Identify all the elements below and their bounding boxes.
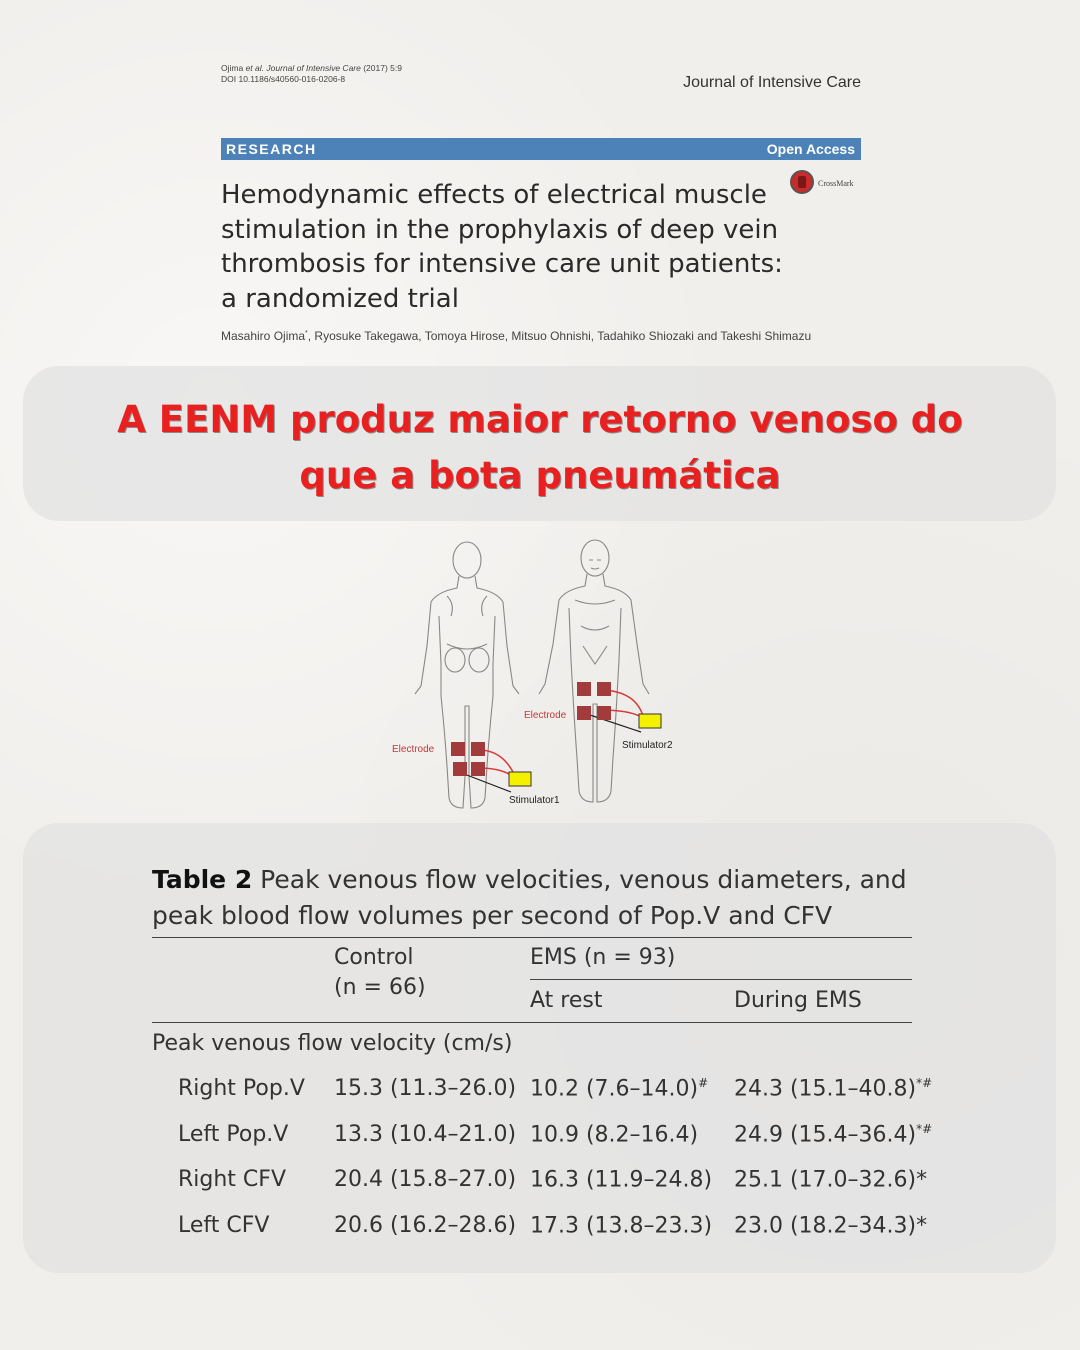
author-mark: * bbox=[305, 330, 308, 337]
cell-control: 13.3 (10.4–21.0) bbox=[334, 1122, 517, 1147]
authors-rest: , Ryosuke Takegawa, Tomoya Hirose, Mitsuo Ohnishi, Tadahiko Shiozaki and Takeshi Shimazu bbox=[307, 329, 812, 343]
title-line: thrombosis for intensive care unit patients: bbox=[221, 249, 783, 279]
table-caption bbox=[152, 862, 922, 934]
header-at-rest: At rest bbox=[530, 988, 603, 1013]
headline-line: que a bota pneumática bbox=[299, 454, 781, 497]
header-ems: EMS (n = 93) bbox=[530, 945, 676, 970]
cell-mark: *# bbox=[916, 1122, 933, 1136]
title-line: stimulation in the prophylaxis of deep vein bbox=[221, 214, 779, 245]
stimulator2-box bbox=[639, 714, 661, 728]
cell-at-rest: 10.9 (8.2–16.4) bbox=[530, 1122, 699, 1148]
electrode-placement-figure bbox=[385, 536, 705, 821]
electrode-label-back: Electrode bbox=[392, 744, 435, 755]
cell-mark: # bbox=[698, 1076, 709, 1090]
title-line: Hemodynamic effects of electrical muscle bbox=[221, 180, 767, 210]
table-section-label: Peak venous flow velocity (cm/s) bbox=[152, 1031, 513, 1056]
table-rule-top bbox=[152, 937, 912, 938]
caption-line: Peak venous flow velocities, venous diameters, and bbox=[252, 865, 907, 894]
stimulator2-label: Stimulator2 bbox=[622, 740, 673, 751]
row-name: Left Pop.V bbox=[178, 1122, 289, 1147]
journal-name: Journal of Intensive Care bbox=[683, 74, 861, 91]
paper-header bbox=[0, 0, 1080, 360]
electrode-label-front: Electrode bbox=[524, 710, 567, 721]
electrodes-back bbox=[451, 742, 531, 792]
citation bbox=[221, 63, 402, 85]
citation-journal: Journal of Intensive Care bbox=[264, 63, 361, 73]
row-name: Right Pop.V bbox=[178, 1076, 305, 1101]
electrode-pad bbox=[577, 706, 591, 720]
paper-title bbox=[221, 178, 801, 316]
crossmark-icon bbox=[790, 170, 862, 198]
electrodes-front bbox=[577, 682, 661, 732]
cell-at-rest: 10.2 (7.6–14.0) bbox=[530, 1076, 699, 1102]
body-front-illustration bbox=[539, 540, 649, 802]
cell-mark: *# bbox=[916, 1076, 933, 1090]
electrode-pad bbox=[453, 762, 467, 776]
row-name: Right CFV bbox=[178, 1167, 286, 1192]
stimulator1-box bbox=[509, 772, 531, 786]
banner-research: RESEARCH bbox=[226, 141, 317, 157]
electrode-pad bbox=[597, 682, 611, 696]
cell-during-ems: 25.1 (17.0–32.6)* bbox=[734, 1167, 928, 1193]
cell-during-ems: 23.0 (18.2–34.3)* bbox=[734, 1213, 928, 1239]
cell-during-ems: 24.3 (15.1–40.8) bbox=[734, 1076, 917, 1102]
cell-control: 20.4 (15.8–27.0) bbox=[334, 1167, 517, 1192]
electrode-pad bbox=[471, 742, 485, 756]
cell-control: 15.3 (11.3–26.0) bbox=[334, 1076, 517, 1101]
cell-during-ems: 24.9 (15.4–36.4) bbox=[734, 1122, 917, 1148]
title-line: a randomized trial bbox=[221, 283, 459, 314]
table-label: Table 2 bbox=[152, 865, 253, 894]
header-during-ems: During EMS bbox=[734, 988, 862, 1013]
cell-at-rest: 16.3 (11.9–24.8) bbox=[530, 1167, 713, 1193]
headline-line: A EENM produz maior retorno venoso do bbox=[117, 398, 963, 441]
electrode-pad bbox=[597, 706, 611, 720]
electrode-pad bbox=[471, 762, 485, 776]
stimulator1-label: Stimulator1 bbox=[509, 795, 560, 806]
header-control-n: (n = 66) bbox=[334, 975, 426, 1000]
article-type-banner bbox=[221, 138, 861, 160]
banner-open-access: Open Access bbox=[766, 141, 855, 157]
cell-at-rest: 17.3 (13.8–23.3) bbox=[530, 1213, 713, 1239]
row-name: Left CFV bbox=[178, 1213, 270, 1238]
citation-authors: Ojima bbox=[221, 63, 246, 73]
authors bbox=[221, 329, 811, 343]
crossmark-label: CrossMark bbox=[818, 179, 854, 188]
headline bbox=[60, 392, 1020, 504]
citation-etal: et al. bbox=[245, 63, 264, 73]
electrode-pad bbox=[451, 742, 465, 756]
table-rule-ems bbox=[530, 979, 912, 980]
caption-line: peak blood flow volumes per second of Pop.V and CFV bbox=[152, 901, 833, 930]
electrode-pad bbox=[577, 682, 591, 696]
cell-control: 20.6 (16.2–28.6) bbox=[334, 1213, 517, 1238]
doi: DOI 10.1186/s40560-016-0206-8 bbox=[221, 74, 346, 84]
author-first: Masahiro Ojima bbox=[221, 329, 306, 343]
table-rule-header bbox=[152, 1022, 912, 1023]
header-control: Control bbox=[334, 945, 414, 970]
citation-year: (2017) 5:9 bbox=[360, 63, 402, 73]
